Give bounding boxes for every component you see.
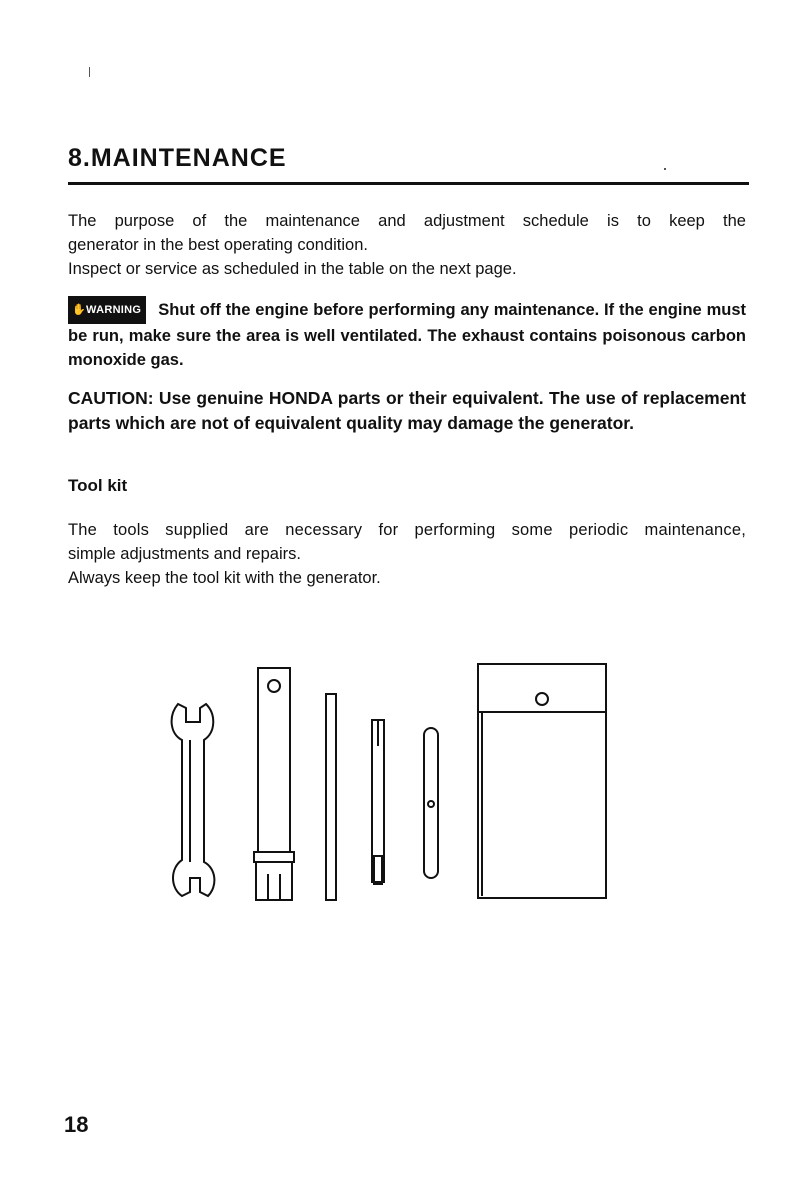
page-number: 18 <box>64 1112 89 1137</box>
intro-line: The purpose of the maintenance and adjustment schedule is to keep the <box>68 212 746 230</box>
tool-bag-icon <box>478 664 606 898</box>
tool-kit-paragraph <box>68 518 746 590</box>
screwdriver-icon <box>372 720 384 884</box>
scan-speck <box>664 168 666 170</box>
intro-paragraph <box>68 209 746 281</box>
scan-speck <box>89 67 90 77</box>
intro-line: generator in the best operating condition. <box>68 236 368 254</box>
page-title: 8.MAINTENANCE <box>68 144 287 172</box>
tool-kit-illustration <box>160 656 620 906</box>
tool-kit-line: Always keep the tool kit with the generator. <box>68 569 381 587</box>
spark-plug-wrench-icon <box>254 668 294 900</box>
warning-badge-label: WARNING <box>86 304 142 316</box>
tool-kit-line: The tools supplied are necessary for performing some periodic maintenance, <box>68 521 746 539</box>
handle-bar-icon <box>326 694 336 900</box>
caution-paragraph: CAUTION: Use genuine HONDA parts or their equivalent. The use of replacement parts which are not of equivalent quality may damage the generator. <box>68 388 746 433</box>
open-end-wrench-icon <box>172 704 215 896</box>
warning-badge <box>68 296 146 324</box>
warning-hand-icon: ✋ <box>72 304 86 316</box>
warning-paragraph <box>68 296 746 372</box>
tool-kit-heading: Tool kit <box>68 476 128 495</box>
title-rule <box>68 182 749 185</box>
tool-kit-line: simple adjustments and repairs. <box>68 545 301 563</box>
warning-text: Shut off the engine before performing any maintenance. If the engine must be run, make sure the area is well ventilated. The exhaust contains poisonous carbon monoxide gas. <box>68 301 746 369</box>
intro-line: Inspect or service as scheduled in the table on the next page. <box>68 260 517 278</box>
screwdriver-grip-icon <box>424 728 438 878</box>
